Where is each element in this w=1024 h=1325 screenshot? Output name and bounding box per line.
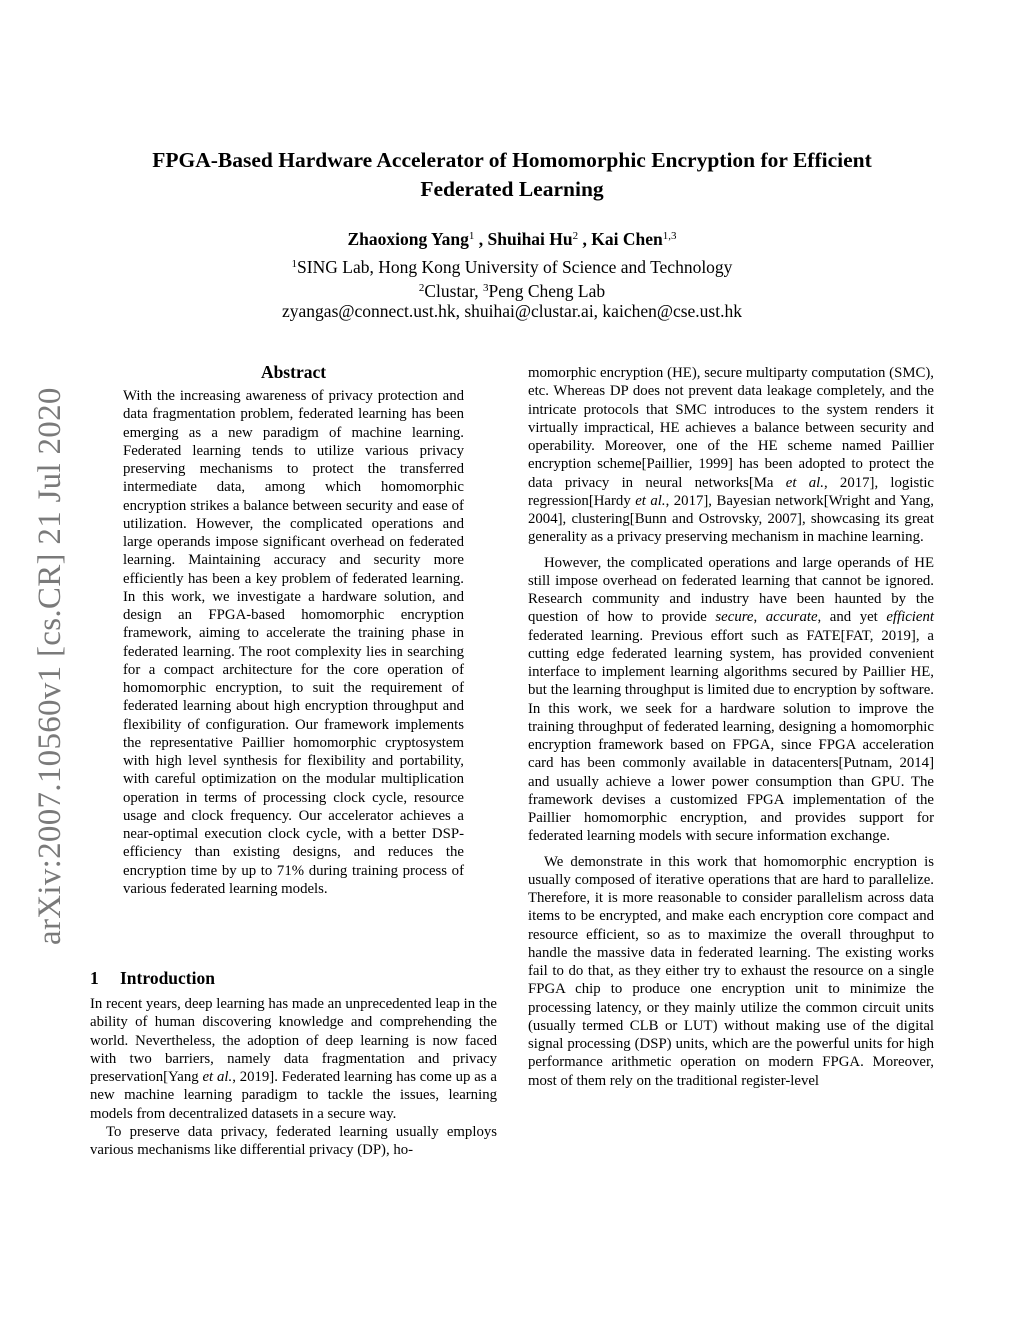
right-paragraph-2 xyxy=(528,554,934,846)
italic-text-run: et al. xyxy=(785,474,824,491)
author-separator: , xyxy=(578,229,592,249)
right-paragraph-1 xyxy=(528,364,934,547)
intro-paragraph-2: To preserve data privacy, federated learning usually employs various mechanisms like differential privacy (DP), ho- xyxy=(90,1123,497,1158)
abstract-body xyxy=(123,387,464,898)
affiliation-text: Peng Cheng Lab xyxy=(488,281,606,301)
arxiv-identifier: arXiv:2007.10560v1 [cs.CR] 21 Jul 2020 xyxy=(32,387,68,945)
paper-title xyxy=(90,146,934,204)
text-run: , xyxy=(753,609,766,626)
introduction-left-column xyxy=(90,995,497,1159)
paper-title-line-2: Federated Learning xyxy=(420,177,604,201)
author-name: Kai Chen xyxy=(591,229,663,249)
affiliation-line-1 xyxy=(90,253,934,279)
text-run: , 2019]. Federated learning has come up as a new machine learning paradigm to tackle the issues, learning models from decentralized datasets in a secure way. xyxy=(90,1069,497,1122)
author-emails: zyangas@connect.ust.hk, shuihai@clustar.ai, kaichen@cse.ust.hk xyxy=(282,301,742,321)
affiliation-mark: 2 xyxy=(418,282,425,294)
right-paragraph-3: We demonstrate in this work that homomorphic encryption is usually composed of iterative operations that are hard to parallelize. Therefore, it is more reasonable to consider parallelism across data items to be encrypted, and make each encryption core compact and resource efficient, so as to maximize the overall throughput to handle the massive data in federated learning. The existing works fail to do that, as they either try to exhaust the resource on a single FPGA chip to produce one encryption unit to minimize the processing latency, or they mainly utilize the common circuit units (usually termed CLB or LUT) without making use of the digital signal processing (DSP) units, which are the powerful units for high performance arithmetic operation on modern FPGA. Moreover, most of them rely on the traditional register-level xyxy=(528,853,934,1089)
right-column xyxy=(528,364,934,1090)
section-number: 1 xyxy=(90,968,99,988)
text-run: However, the complicated operations and large operands of HE still impose overhead on federated learning that cannot be ignored. Research community and industry have been haunted by the question of how to provide xyxy=(528,554,934,626)
italic-text-run: et al. xyxy=(635,492,666,509)
italic-text-run: accurate xyxy=(765,609,818,626)
author-affiliation-mark: 2 xyxy=(572,230,579,242)
text-run: , 2017], Bayesian network[Wright and Yang, 2004], clustering[Bunn and Ostrovsky, 2007], showcasing its great generality as a privacy preserving mechanism in machine learning. xyxy=(528,492,934,546)
author-affiliation-mark: 1,3 xyxy=(662,230,677,242)
text-run: In recent years, deep learning has made an unprecedented leap in the ability of human discovering knowledge and comprehending the world. Nevertheless, the adoption of deep learning is now faced with two barriers, namely data fragmentation and privacy preservation[Yang xyxy=(90,996,497,1085)
paper-title-line-1: FPGA-Based Hardware Accelerator of Homomorphic Encryption for Efficient xyxy=(152,148,872,172)
abstract-heading: Abstract xyxy=(260,362,327,382)
author-name: Zhaoxiong Yang xyxy=(347,229,469,249)
italic-text-run: secure xyxy=(715,609,754,626)
text-run: , and yet xyxy=(817,609,887,626)
affiliation-text: Clustar, xyxy=(424,281,483,301)
text-run: federated learning. Previous effort such as FATE[FAT, 2019], a cutting edge federated learning system, has provided convenient interface to implement learning algorithms secured by Paillier HE, but the learning throughput is limited due to encryption by software. In this work, we seek for a hardware solution to improve the training throughput of federated learning, designing a homomorphic encryption framework based on FPGA, since FPGA acceleration card has been commonly available in datacenters[Putnam, 2014] and usually achieve a lower power consumption than GPU. The framework devises a customized FPGA implementation of the Paillier homomorphic encryption, and provides support for federated learning models with secure information exchange. xyxy=(528,627,934,845)
section-heading-introduction xyxy=(90,967,215,989)
affiliation-mark: 1 xyxy=(291,258,298,270)
italic-text-run: et al. xyxy=(202,1069,233,1085)
italic-text-run: efficient xyxy=(886,609,934,626)
abstract-paragraph: With the increasing awareness of privacy protection and data fragmentation problem, federated learning has been emerging as a new paradigm of machine learning. Federated learning tends to utilize various privacy preserving mechanisms to protect the transferred intermediate data, among which homomorphic encryption strikes a balance between security and ease of utilization. However, the complicated operations and large operands impose significant overhead on federated learning. Maintaining accuracy and security more efficiently has been a key problem of federated learning. In this work, we investigate a hardware solution, and design an FPGA-based homomorphic encryption framework, aiming to accelerate the training phase in federated learning. The root complexity lies in searching for a compact architecture for the core operation of homomorphic encryption, to suit the requirement of federated learning about high encryption throughput and flexibility of configuration. Our framework implements the representative Paillier homomorphic cryptosystem with high level synthesis for flexibility and portability, with careful optimization on the modular multiplication operation in terms of processing clock cycle, resource usage and clock frequency. Our accelerator achieves a near-optimal execution clock cycle, with a better DSP-efficiency than existing designs, and reduces the encryption time by up to 71% during training process of various federated learning models. xyxy=(123,388,464,897)
intro-paragraph-1 xyxy=(90,995,497,1123)
affiliation-mark: 3 xyxy=(482,282,489,294)
affiliation-text: SING Lab, Hong Kong University of Science and Technology xyxy=(297,257,733,277)
section-title: Introduction xyxy=(120,968,215,988)
author-list xyxy=(90,224,934,251)
author-affiliation-mark: 1 xyxy=(468,230,475,242)
author-name: Shuihai Hu xyxy=(487,229,573,249)
author-separator: , xyxy=(474,229,488,249)
text-run: momorphic encryption (HE), secure multiparty computation (SMC), etc. Whereas DP does not prevent data leakage completely, and the intricate protocols that SMC introduces to the system renders it virtually impractical, HE achieves a balance between security and operability. Moreover, one of the HE scheme named Paillier encryption scheme[Paillier, 1999] has been adopted to protect the data privacy in neural networks[Ma xyxy=(528,365,934,491)
text-run: , 2017], logistic regression[Hardy xyxy=(528,474,934,509)
